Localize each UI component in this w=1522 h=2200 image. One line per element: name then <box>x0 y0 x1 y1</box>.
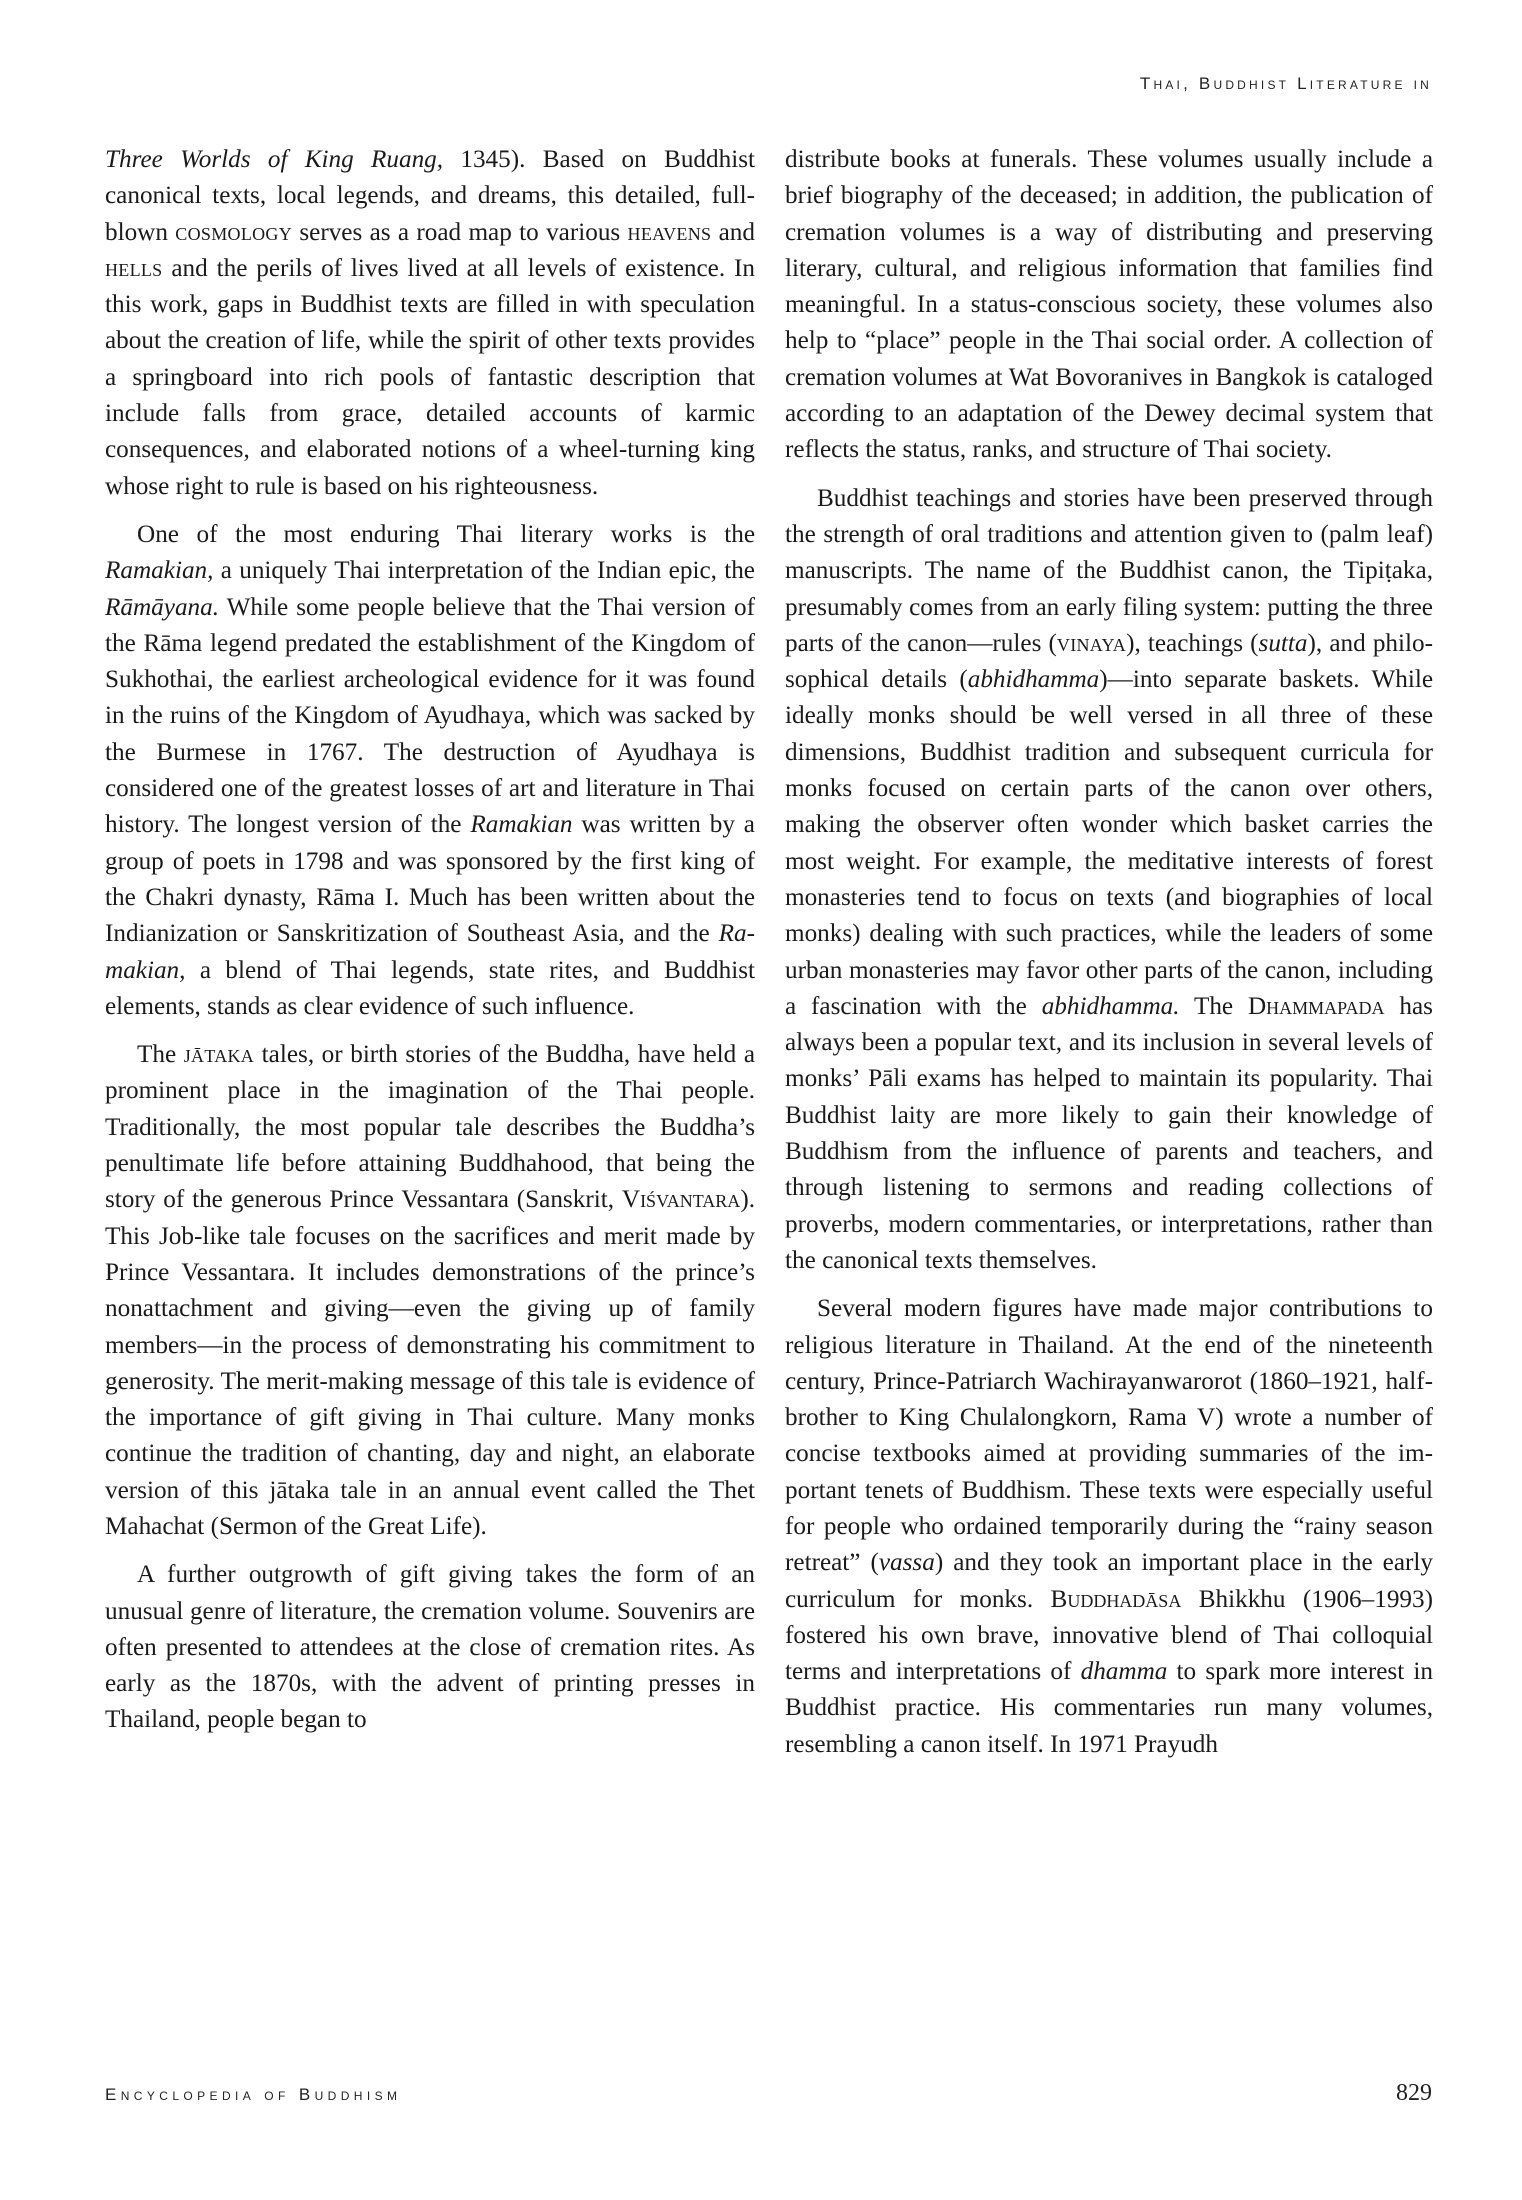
text: Bhikkhu (1906–1993) fostered his own brave, innovative blend of Thai colloquial terms and interpretations of <box>785 1585 1433 1686</box>
italic-term: Rāmāyana. <box>105 593 220 621</box>
italic-term: dhamma <box>1080 1658 1168 1686</box>
text: The <box>137 1041 184 1069</box>
text: and <box>711 218 755 246</box>
publication-title: Encyclopedia of Buddhism <box>105 2085 402 2104</box>
text: The <box>1179 992 1248 1020</box>
cross-reference: vinaya <box>1056 629 1127 657</box>
cross-reference: Dhammapada <box>1247 992 1385 1020</box>
text: )—into separate baskets. While ideally monks should be well versed in all three of these dimensions, Buddhist tradition and subsequent curricula for monks focused on certain parts of the canon over others, making the observer often wonder which basket carries the most weight. For example, the meditative interests of forest monasteries tend to focus on texts (and biographies of local monks) dealing with such practices, while the leaders of some urban monasteries may favor other parts of the canon, including a fascination with the <box>785 666 1434 1020</box>
cross-reference: Viśvantara <box>621 1186 741 1214</box>
text: a blend of Thai legends, state rites, and Buddhist elements, stands as clear evidence of such influence. <box>105 956 755 1020</box>
page-number: 829 <box>1396 2080 1432 2106</box>
paragraph <box>785 1291 1433 1763</box>
text: Several modern figures have made major contributions to religious literature in Thailand. At the end of the nineteenth century, Prince-Patriarch Wachirayanwarorot (1860–1921, half-brother to King Chulalongkorn, Rama V) wrote a number of concise textbooks aimed at providing summaries of the important tenets of Buddhism. These texts were especially useful for people who ordained temporarily during the “rainy season retreat” ( <box>785 1295 1433 1577</box>
paragraph <box>105 517 755 1025</box>
text: was written by a group of poets in 1798 and was sponsored by the first king of the Chakri dynasty, Rāma I. Much has been written about the Indianization or Sanskritization of Southeast Asia, and the <box>105 811 755 948</box>
italic-term: abhidhamma. <box>1041 992 1180 1020</box>
italic-term: Ramakian <box>470 811 573 839</box>
cross-reference: cosmology <box>175 218 293 246</box>
text: serves as a road map to various <box>292 218 628 246</box>
text: One of the most enduring Thai literary works is the <box>137 520 755 548</box>
running-head: Thai, Buddhist Literature in <box>1139 74 1432 93</box>
text: distribute books at funerals. These volumes usually include a brief biography of the deceased; in addition, the publication of cremation volumes is a way of distributing and preserving literary, cultural, and religious information that families find meaningful. In a status-conscious society, these volumes also help to “place” people in the Thai social order. A collection of cremation volumes at Wat Bovoranives in Bangkok is cataloged according to an adaptation of the Dewey decimal system that reflects the status, ranks, and structure of Thai society. <box>785 146 1433 464</box>
text: ), and philosophical details ( <box>785 629 1433 694</box>
text: tales, or birth stories of the Buddha, have held a prominent place in the imagination of the Thai people. Traditionally, the most popular tale describes the Buddha’s penultimate life before attaining Buddhahood, that being the story of the generous Prince Vessantara (Sanskrit, <box>105 1041 755 1214</box>
paragraph <box>785 142 1433 469</box>
cross-reference: Buddhadāsa <box>1050 1585 1182 1613</box>
cross-reference: heavens <box>627 218 712 246</box>
text: a uniquely Thai interpretation of the Indian epic, the <box>213 557 755 585</box>
text: Buddhist teachings and stories have been preserved through the strength of oral traditions and attention given to (palm leaf) manuscripts. The name of the Buddhist canon, the Tipiṭaka, presumably comes from an early filing system: putting the three parts of the canon—rules ( <box>785 484 1433 657</box>
text: While some people believe that the Thai version of the Rāma legend predated the establishment of the Kingdom of Sukhothai, the earliest archeological evidence for it was found in the ruins of the Kingdom of Ayudhaya, which was sacked by the Burmese in 1767. The destruction of Ayudhaya is considered one of the greatest losses of art and literature in Thai history. The longest version of the <box>105 593 755 839</box>
italic-term: Ramakian, <box>105 920 755 984</box>
paragraph <box>105 1037 755 1545</box>
italic-term: Ramakian, <box>105 557 214 585</box>
text: ), teachings ( <box>1126 629 1259 657</box>
paragraph <box>785 481 1433 1280</box>
italic-term: sutta <box>1258 629 1308 657</box>
text: to spark more interest in Buddhist practice. His commentaries run many volumes, resembling a canon itself. In 1971 Prayudh <box>785 1658 1433 1758</box>
text: and the perils of lives lived at all levels of existence. In this work, gaps in Buddhist texts are filled in with speculation about the creation of life, while the spirit of other texts provides a springboard into rich pools of fantastic description that include falls from grace, detailed accounts of karmic consequences, and elaborated notions of a wheel-turning king whose right to rule is based on his righteousness. <box>105 254 755 500</box>
text: ). This Job-like tale focuses on the sacrifices and merit made by Prince Vessantara. It includes demonstrations of the prince’s nonattachment and giving—even the giving up of family members—in the process of demonstrating his commitment to generosity. The merit-making message of this tale is evidence of the importance of gift giving in Thai culture. Many monks continue the tradition of chanting, day and night, an elaborate version of this jātaka tale in an annual event called the Thet Mahachat (Sermon of the Great Life). <box>105 1186 755 1540</box>
text: 1345). Based on Buddhist canonical texts, local legends, and dreams, this detailed, full-blown <box>105 146 756 246</box>
paragraph <box>105 142 755 505</box>
cross-reference: jātaka <box>183 1041 255 1069</box>
text: has always been a popular text, and its inclusion in several levels of monks’ Pāli exams has helped to maintain its popularity. Thai Buddhist laity are more likely to gain their knowledge of Buddhism from the influence of parents and teachers, and through listening to sermons and reading collections of proverbs, modern commentaries, or interpretations, rather than the canonical texts themselves. <box>785 992 1433 1274</box>
italic-term: abhidhamma <box>967 666 1100 694</box>
right-column <box>785 142 1433 1775</box>
text: ) and they took an important place in the early curriculum for monks. <box>785 1549 1433 1613</box>
text: A further outgrowth of gift giving takes the form of an unusual genre of literature, the cremation volume. Souvenirs are often presented to attendees at the close of cremation rites. As early as the 1870s, with the advent of printing presses in Thailand, people began to <box>105 1561 755 1734</box>
left-column <box>105 142 755 1751</box>
italic-term: vassa <box>878 1549 935 1577</box>
book-title: Three Worlds of King Ruang, <box>105 146 444 173</box>
paragraph <box>105 1557 755 1738</box>
cross-reference: hells <box>105 254 163 282</box>
